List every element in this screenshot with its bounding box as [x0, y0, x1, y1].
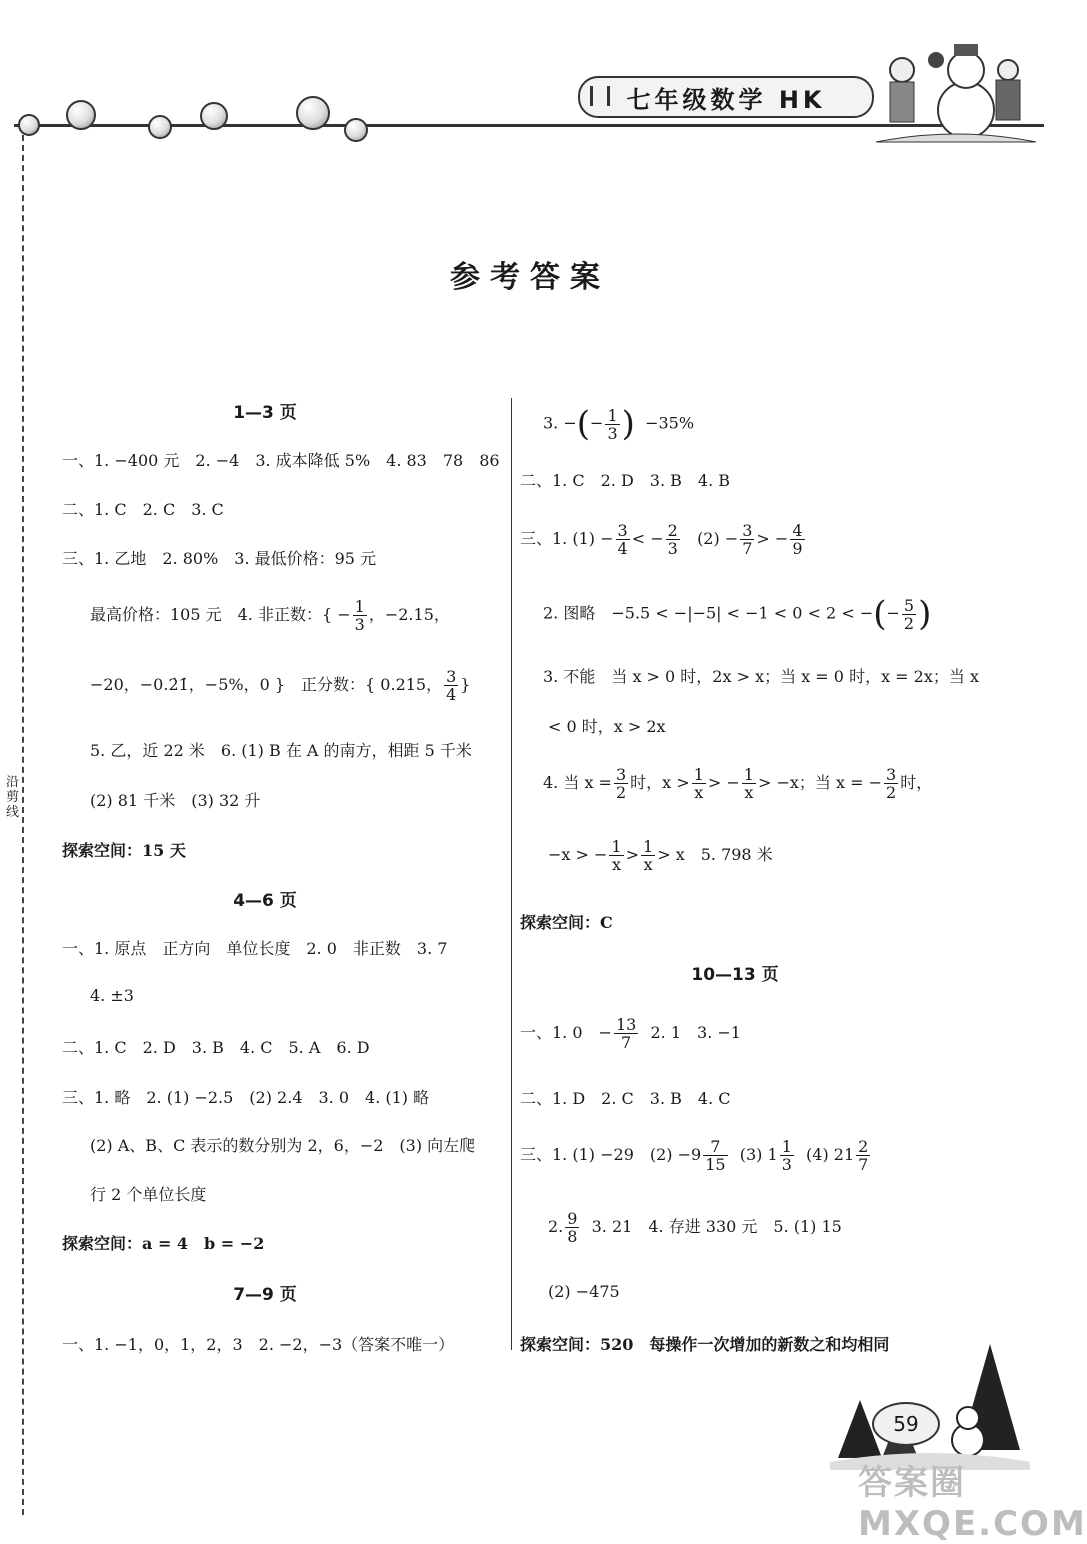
- answer-line: [520, 522, 807, 557]
- answer-line: 三、1. 略 2. (1) −2.5 (2) 2.4 3. 0 4. (1) 略: [62, 1088, 430, 1107]
- explore-line: 探索空间：C: [520, 913, 613, 932]
- fraction: $\frac{1}{3}$: [781, 1137, 792, 1174]
- fraction: $\frac{13}{7}$: [615, 1015, 637, 1052]
- answer-line: [543, 766, 932, 801]
- text: > −: [707, 773, 740, 792]
- ornament-ball-icon: [66, 100, 96, 130]
- text: 4. 当 x =: [543, 773, 612, 792]
- answer-line: 三、1. 乙地 2. 80% 3. 最低价格：95 元: [62, 549, 377, 568]
- answer-line: 二、1. C 2. D 3. B 4. C 5. A 6. D: [62, 1038, 370, 1057]
- text: −x > −: [548, 845, 608, 864]
- explore-line: 探索空间：520 每操作一次增加的新数之和均相同: [520, 1335, 890, 1354]
- text: −: [886, 603, 900, 623]
- fraction: $\frac{7}{15}$: [705, 1137, 726, 1174]
- answer-line: 一、1. −1，0，1，2，3 2. −2，−3（答案不唯一）: [62, 1335, 455, 1354]
- ornament-ball-icon: [148, 115, 172, 139]
- banner-deco-icon: [590, 86, 610, 106]
- explore-line: 探索空间：a = 4 b = −2: [62, 1234, 265, 1253]
- text: >: [625, 845, 640, 864]
- answer-line: 2. 图略 −5.5 < −|−5| < −1 < 0 < 2 < −(− $\frac{5}{2}$ ): [543, 594, 932, 634]
- fraction: $\frac{1}{3}$: [354, 597, 365, 634]
- text: > −: [756, 529, 789, 548]
- watermark-text: 答案圈 MXQE.COM: [858, 1463, 1087, 1544]
- answer-line: [520, 1016, 741, 1051]
- fraction: $\frac{1}{x}$: [693, 765, 704, 802]
- fraction: $\frac{2}{7}$: [858, 1137, 869, 1174]
- answer-line: [520, 1138, 872, 1173]
- answer-line: [90, 668, 470, 703]
- fraction: $\frac{1}{x}$: [643, 837, 654, 874]
- answer-line: 二、1. C 2. D 3. B 4. B: [520, 471, 730, 490]
- page-number: 59: [893, 1412, 919, 1436]
- fraction: $\frac{1}{x}$: [743, 765, 754, 802]
- text: 2. 1 3. −1: [650, 1023, 741, 1042]
- text: }: [460, 675, 471, 694]
- snowman-kids-illustration-icon: [876, 30, 1036, 146]
- answer-line: 一、1. 原点 正方向 单位长度 2. 0 非正数 3. 7: [62, 939, 448, 958]
- text: 2.: [548, 1217, 564, 1236]
- page-number-badge: [872, 1402, 940, 1446]
- text: 2. 图略 −5.5 < −|−5| < −1 < 0 < 2 < −: [543, 603, 874, 623]
- answer-line: 行 2 个单位长度: [90, 1185, 207, 1204]
- answer-line: 二、1. D 2. C 3. B 4. C: [520, 1089, 731, 1108]
- text: (2) −: [697, 529, 739, 548]
- fraction: $\frac{3}{4}$: [617, 521, 628, 558]
- answer-line: (2) 81 千米 (3) 32 升: [90, 791, 261, 810]
- text: > −x；当 x = −: [757, 773, 882, 792]
- text: −20，−0.2̇1̇，−5%，0 } 正分数：{ 0.215，: [90, 675, 443, 694]
- answer-line: [548, 1210, 842, 1245]
- winter-trees-illustration-icon: [830, 1340, 1030, 1470]
- fraction: $\frac{3}{4}$: [446, 667, 457, 704]
- cut-line-label: 沿剪线: [6, 775, 20, 820]
- section-heading-4-6: 4—6 页: [233, 891, 297, 911]
- page-title: 参考答案: [450, 260, 610, 295]
- fraction: $\frac{9}{8}$: [567, 1209, 578, 1246]
- answer-line: (2) A、B、C 表示的数分别为 2，6，−2 (3) 向左爬: [90, 1136, 476, 1155]
- fraction: $\frac{1}{x}$: [611, 837, 622, 874]
- section-heading-7-9: 7—9 页: [233, 1285, 297, 1305]
- text: < −: [631, 529, 664, 548]
- fraction: $\frac{3}{7}$: [742, 521, 753, 558]
- cut-line: [22, 135, 24, 1515]
- answer-line: 5. 乙，近 22 米 6. (1) B 在 A 的南方，相距 5 千米: [90, 741, 472, 760]
- text: > x 5. 798 米: [657, 845, 773, 864]
- answer-line: 4. ±3: [90, 986, 134, 1005]
- fraction: $\frac{4}{9}$: [792, 521, 803, 558]
- text: 三、1. (1) −: [520, 529, 614, 548]
- fraction: $\frac{2}{3}$: [667, 521, 678, 558]
- text: 一、1. 0 −: [520, 1023, 612, 1042]
- fraction: $\frac{3}{2}$: [615, 765, 627, 802]
- text: 时，x >: [630, 773, 690, 792]
- fraction: $\frac{1}{3}$: [607, 405, 618, 443]
- text: 时，: [900, 773, 933, 792]
- answer-line: (2) −475: [548, 1282, 620, 1301]
- fraction: $\frac{3}{2}$: [886, 765, 897, 802]
- ornament-ball-icon: [18, 114, 40, 136]
- text: 最高价格：105 元 4. 非正数：{ −: [90, 605, 351, 624]
- answer-line: 3. −(− $\frac{1}{3}$ ) −35%: [543, 404, 695, 444]
- column-divider: [511, 398, 512, 1350]
- text: −: [590, 413, 604, 433]
- ornament-ball-icon: [344, 118, 368, 142]
- text: 3. −: [543, 413, 577, 433]
- text: 三、1. (1) −29 (2) −9: [520, 1145, 702, 1164]
- answer-line: 3. 不能 当 x > 0 时，2x > x；当 x = 0 时，x = 2x；当 x: [543, 667, 979, 686]
- header-banner: [578, 76, 874, 118]
- text: −35%: [645, 413, 695, 433]
- section-heading-10-13: 10—13 页: [691, 965, 779, 985]
- section-heading-1-3: 1—3 页: [233, 403, 297, 423]
- banner-text: 七年级数学 HK: [626, 85, 826, 114]
- answer-line: < 0 时，x > 2x: [548, 717, 666, 736]
- answer-line: 一、1. −400 元 2. −4 3. 成本降低 5% 4. 83 78 86: [62, 451, 500, 470]
- text: (4) 21: [806, 1145, 855, 1164]
- answer-line: [90, 598, 450, 633]
- text: (3) 1: [739, 1145, 778, 1164]
- explore-line: 探索空间：15 天: [62, 841, 186, 860]
- ornament-ball-icon: [296, 96, 330, 130]
- ornament-ball-icon: [200, 102, 228, 130]
- answer-line: 二、1. C 2. C 3. C: [62, 500, 224, 519]
- text: 3. 21 4. 存进 330 元 5. (1) 15: [591, 1217, 842, 1236]
- text: ，−2.15，: [368, 605, 450, 624]
- answer-line: [548, 838, 773, 873]
- watermark: [858, 1455, 1087, 1544]
- fraction: $\frac{5}{2}$: [903, 595, 915, 633]
